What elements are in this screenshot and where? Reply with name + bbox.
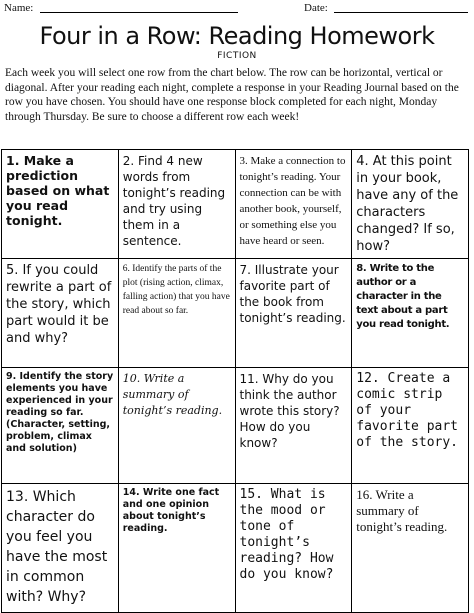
grid-cell-11: 11. Why do you think the author wrote this story? How do you know? xyxy=(235,368,352,484)
grid-cell-8: 8. Write to the author or a character in the text about a part you read tonight. xyxy=(352,259,469,368)
grid-cell-12: 12. Create a comic strip of your favorite part of the story. xyxy=(352,368,469,484)
grid-cell-9: 9. Identify the story elements you have experienced in your reading so far. (Character, setting, problem, climax and solution) xyxy=(2,368,119,484)
grid-cell-15: 15. What is the mood or tone of tonight’s reading? How do you know? xyxy=(235,484,352,613)
grid-row-1 xyxy=(2,150,469,259)
grid-cell-2: 2. Find 4 new words from tonight’s reading and try using them in a sentence. xyxy=(118,150,235,259)
grid-cell-16: 16. Write a summary of tonight’s reading. xyxy=(352,484,469,613)
grid-cell-13: 13. Which character do you feel you have the most in common with? Why? xyxy=(2,484,119,613)
header-bar xyxy=(4,2,468,16)
grid-cell-3: 3. Make a connection to tonight’s reading. Your connection can be with another book, yourself, or something else you have heard or seen. xyxy=(235,150,352,259)
grid-cell-7: 7. Illustrate your favorite part of the book from tonight’s reading. xyxy=(235,259,352,368)
name-label: Name: xyxy=(4,2,34,14)
grid-row-4 xyxy=(2,484,469,613)
date-label: Date: xyxy=(304,2,328,14)
name-blank-line[interactable] xyxy=(40,12,238,13)
grid-cell-10: 10. Write a summary of tonight’s reading. xyxy=(118,368,235,484)
instructions-paragraph: Each week you will select one row from the chart below. The row can be horizontal, vertical or diagonal. After your reading each night, complete a response in your Reading Journal based on the row you have chosen. You should have one response block completed for each night, Monday through Thursday. Be sure to choose a different row each week! xyxy=(5,67,459,123)
grid-cell-4: 4. At this point in your book, have any of the characters changed? If so, how? xyxy=(352,150,469,259)
grid-cell-6: 6. Identify the parts of the plot (rising action, climax, falling action) that you have read about so far. xyxy=(118,259,235,368)
grid-row-2 xyxy=(2,259,469,368)
choice-board-grid xyxy=(1,149,469,613)
page-subtitle: FICTION xyxy=(217,51,257,61)
grid-row-3 xyxy=(2,368,469,484)
page-title: Four in a Row: Reading Homework xyxy=(39,22,435,50)
date-blank-line[interactable] xyxy=(334,12,468,13)
grid-cell-5: 5. If you could rewrite a part of the story, which part would it be and why? xyxy=(2,259,119,368)
grid-cell-14: 14. Write one fact and one opinion about tonight’s reading. xyxy=(118,484,235,613)
grid-cell-1: 1. Make a prediction based on what you read tonight. xyxy=(2,150,119,259)
